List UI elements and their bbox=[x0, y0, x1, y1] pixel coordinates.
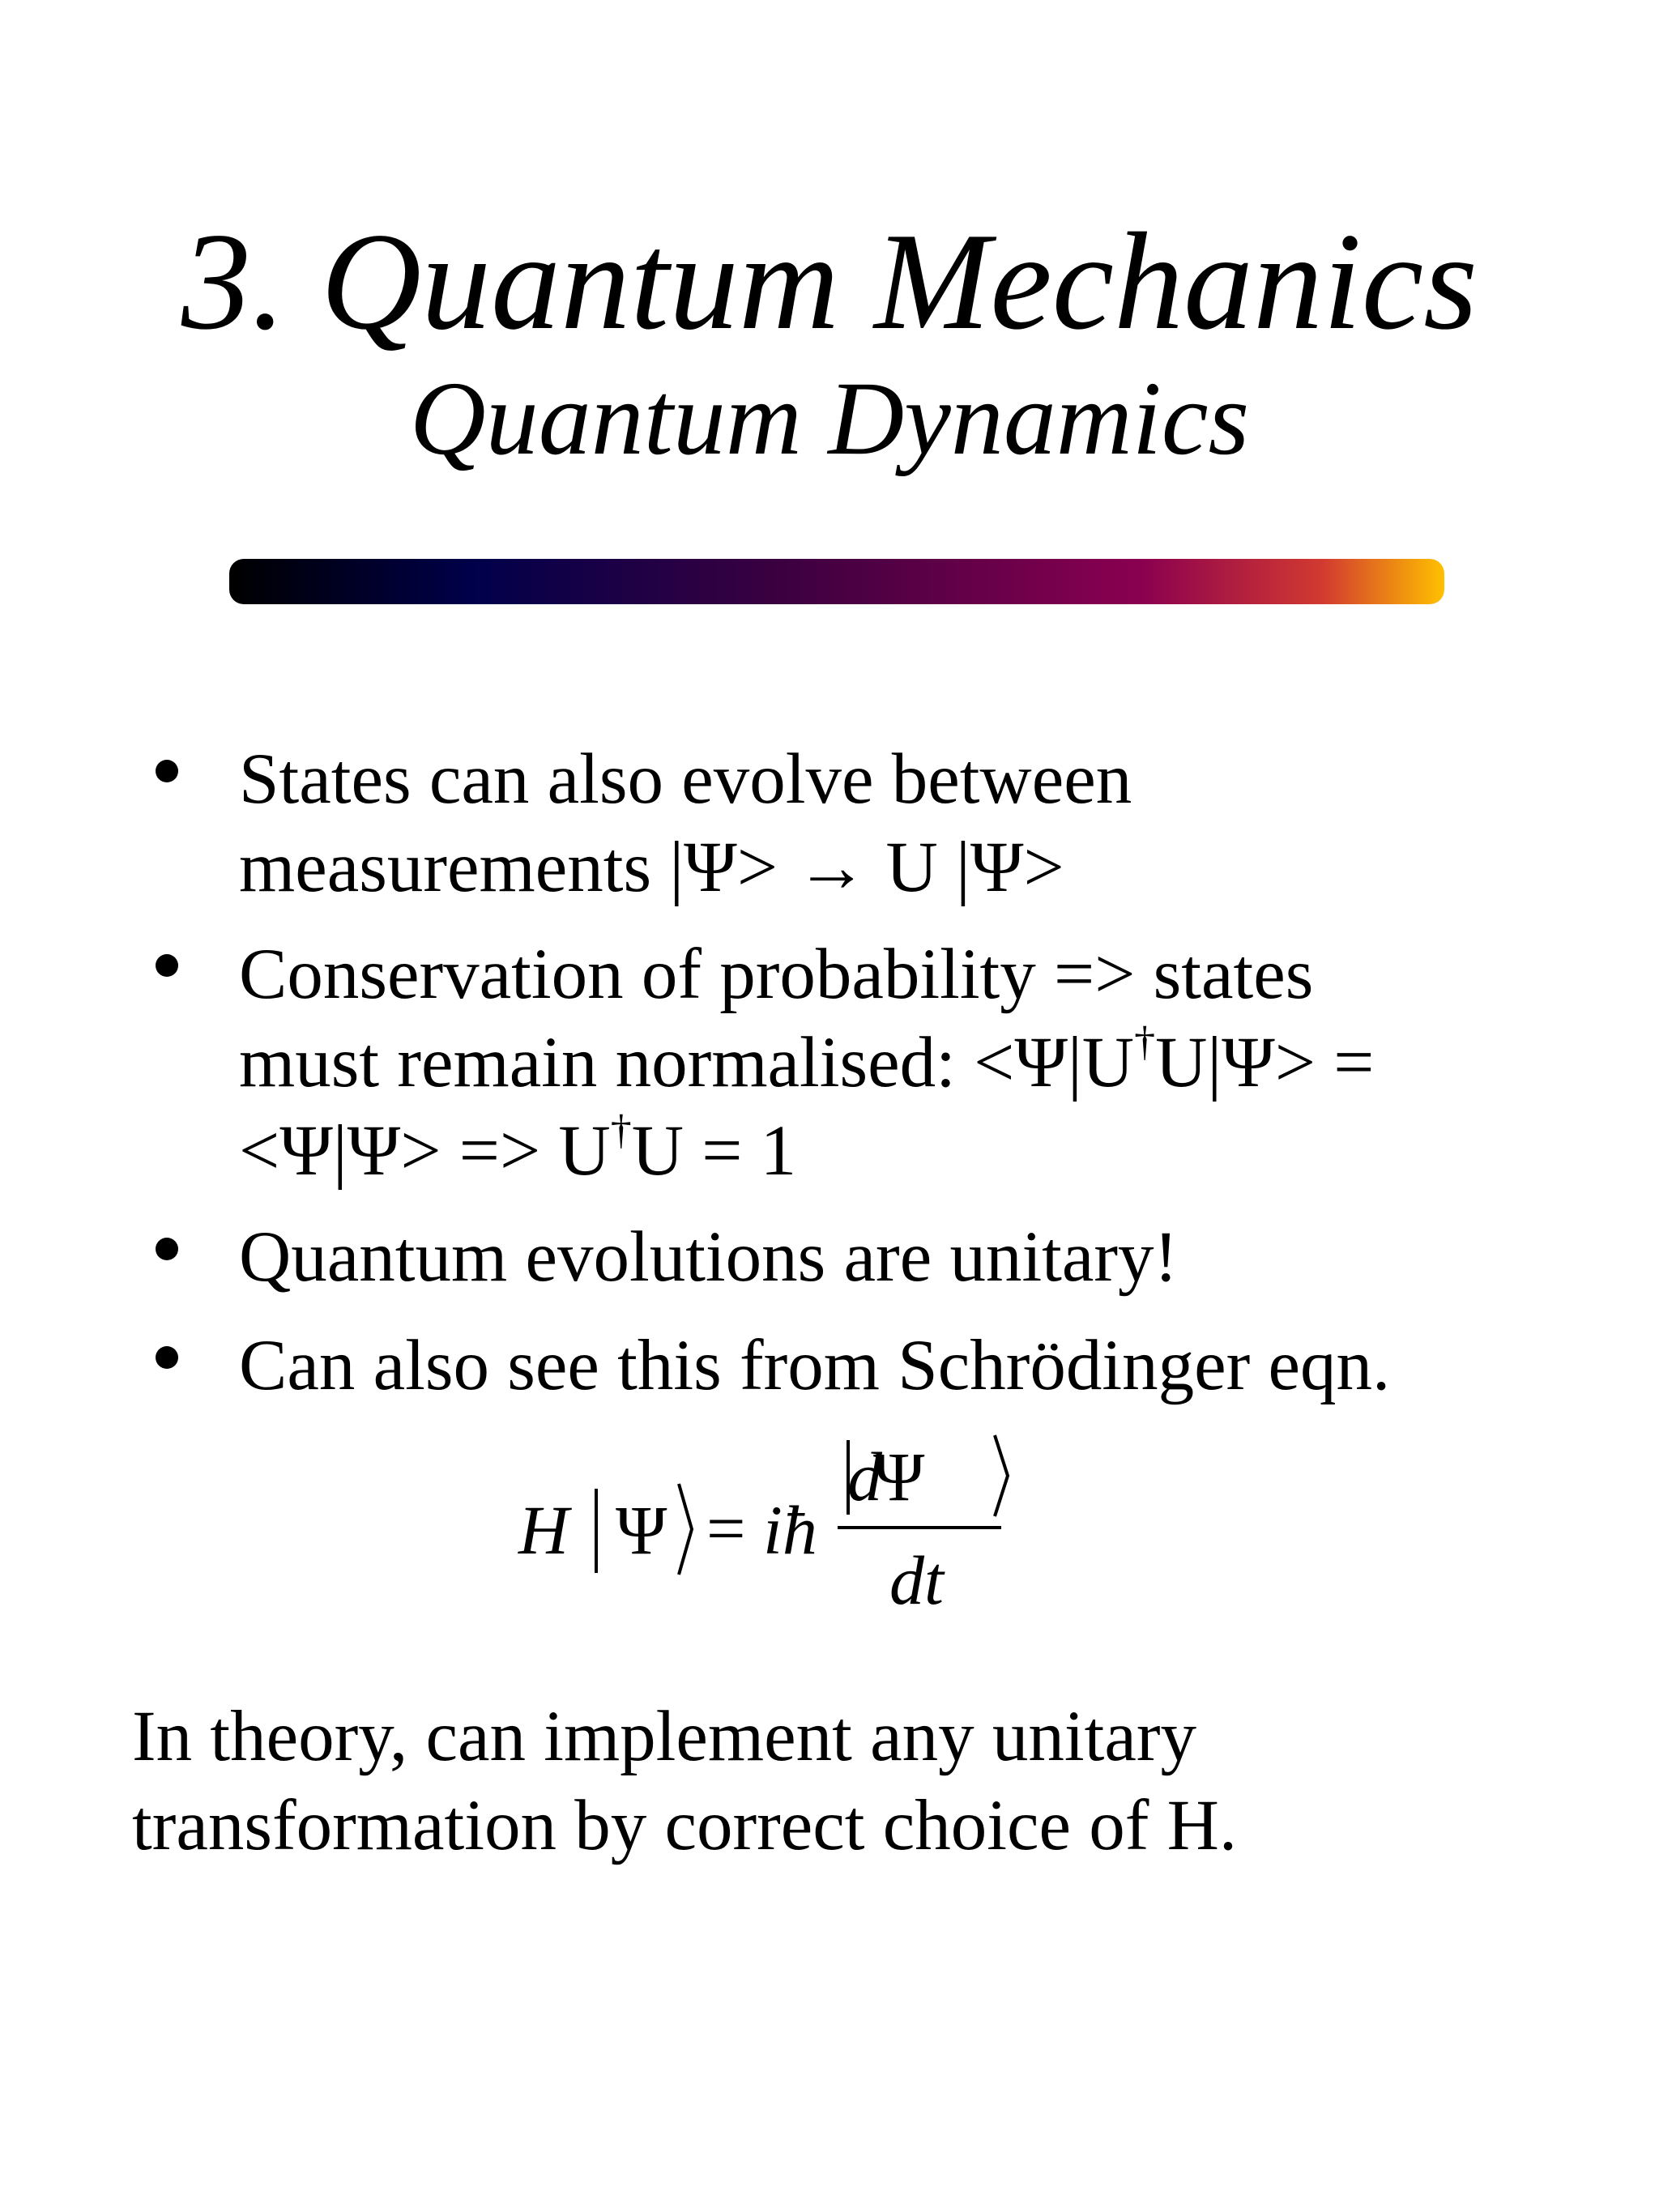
bullet-1-line-2: measurements |Ψ> → U |Ψ> bbox=[239, 828, 1064, 907]
bullet-2-line-2-part-a: must remain normalised: <Ψ|U bbox=[239, 1023, 1135, 1102]
bullet-marker bbox=[156, 1238, 178, 1260]
eq-i-hbar: iħ bbox=[763, 1491, 817, 1569]
bullet-3-line-1: Quantum evolutions are unitary! bbox=[239, 1217, 1179, 1297]
dagger-symbol: † bbox=[1134, 1019, 1156, 1065]
closing-line-2: transformation by correct choice of H. bbox=[132, 1786, 1238, 1865]
schrodinger-equation bbox=[518, 1434, 1021, 1620]
bullet-marker bbox=[156, 1346, 178, 1369]
bullet-2-line-3-part-b: U = 1 bbox=[631, 1111, 797, 1191]
eq-psi-numerator: Ψ bbox=[873, 1438, 925, 1515]
eq-dt: dt bbox=[889, 1541, 944, 1619]
eq-psi-lhs: Ψ bbox=[616, 1491, 667, 1569]
closing-line-1: In theory, can implement any unitary bbox=[132, 1697, 1196, 1776]
bullet-4-line-1: Can also see this from Schrödinger eqn. bbox=[239, 1326, 1391, 1405]
slide-subtitle: Quantum Dynamics bbox=[409, 360, 1250, 477]
bullet-2-line-3 bbox=[239, 1107, 797, 1191]
eq-d: d bbox=[847, 1438, 882, 1515]
bullet-2-line-2-part-b: U|Ψ> = bbox=[1155, 1023, 1375, 1102]
bullet-marker bbox=[156, 760, 178, 782]
bullet-2-line-1: Conservation of probability => states bbox=[239, 935, 1314, 1014]
bullet-2-line-2 bbox=[239, 1019, 1375, 1102]
eq-hamiltonian: H bbox=[518, 1491, 569, 1569]
bullet-marker bbox=[156, 954, 178, 977]
dagger-symbol: † bbox=[610, 1107, 632, 1153]
bullet-2-line-3-part-a: <Ψ|Ψ> => U bbox=[239, 1111, 611, 1191]
slide-title: 3. Quantum Mechanics bbox=[181, 205, 1478, 359]
bullet-1-line-1: States can also evolve between bbox=[239, 739, 1132, 819]
eq-equals: = bbox=[706, 1490, 746, 1567]
